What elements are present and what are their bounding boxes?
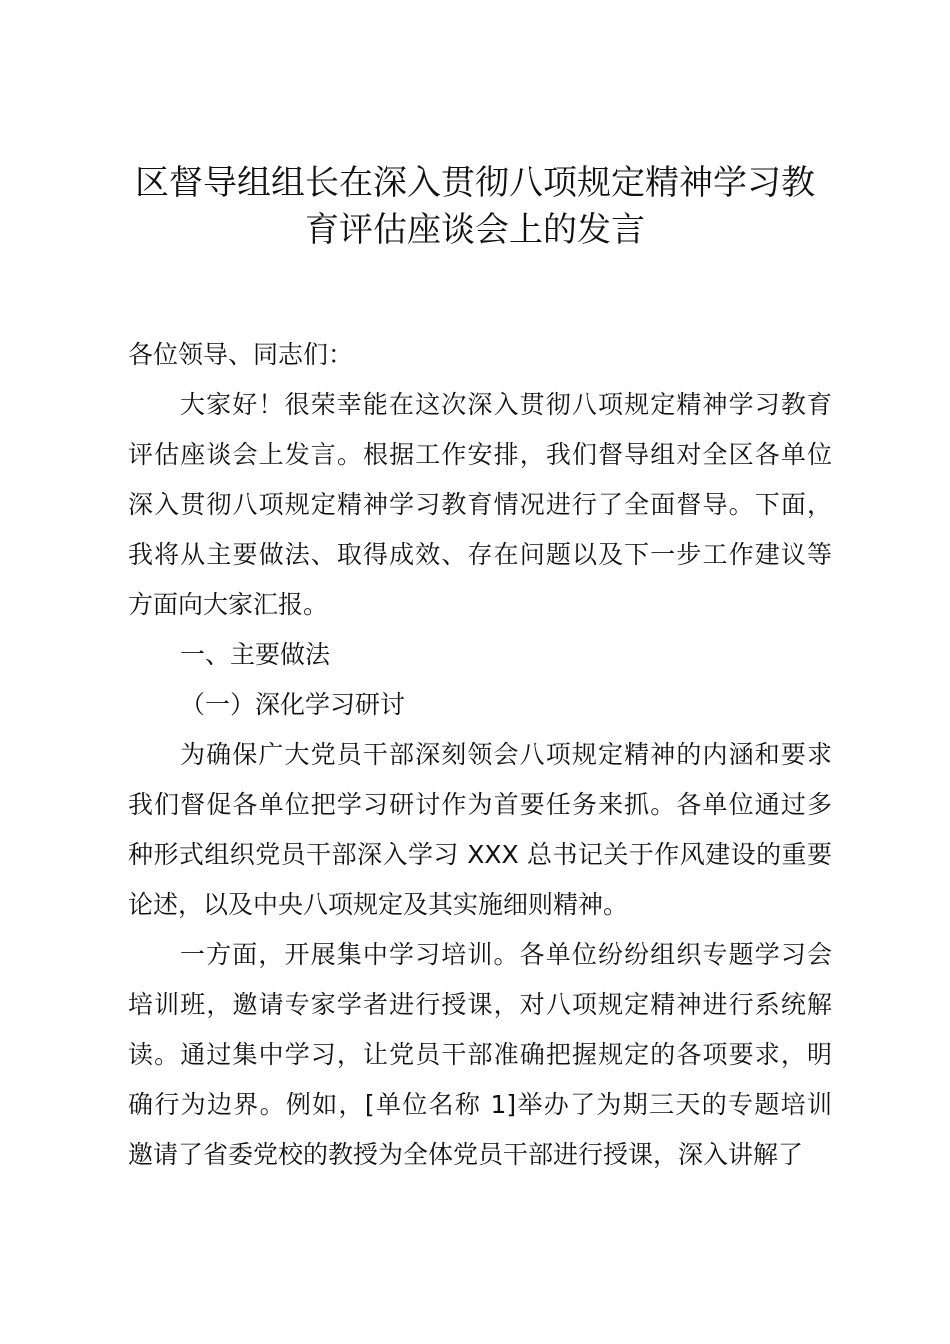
document-title (0, 160, 950, 254)
paragraph (128, 680, 832, 730)
paragraph-line: 评估座谈会上发言。根据工作安排，我们督导组对全区各单位 (128, 440, 832, 469)
paragraph-line: 方面向大家汇报。 (128, 590, 329, 619)
paragraph-line: 种形式组织党员干部深入学习 XXX 总书记关于作风建设的重要 (128, 840, 832, 869)
paragraph (128, 930, 832, 1180)
paragraph-line: 我将从主要做法、取得成效、存在问题以及下一步工作建议等 (128, 540, 832, 569)
document-body (128, 330, 832, 1180)
paragraph (128, 630, 832, 680)
paragraph-line: 论述，以及中央八项规定及其实施细则精神。 (128, 890, 629, 919)
title-line: 育评估座谈会上的发言 (305, 210, 645, 250)
paragraph-line: 培训班，邀请专家学者进行授课，对八项规定精神进行系统解 (128, 990, 832, 1019)
paragraph-line: 我们督促各单位把学习研讨作为首要任务来抓。各单位通过多 (128, 790, 832, 819)
paragraph-line: 深入贯彻八项规定精神学习教育情况进行了全面督导。下面， (128, 490, 832, 519)
paragraph (128, 380, 832, 630)
paragraph-line: 一、主要做法 (180, 640, 331, 669)
paragraph-line: （一）深化学习研讨 (180, 690, 406, 719)
paragraph (128, 730, 832, 930)
paragraph-line: 为确保广大党员干部深刻领会八项规定精神的内涵和要求 (180, 740, 832, 769)
salutation: 各位领导、同志们： (128, 340, 354, 369)
paragraph-line: 读。通过集中学习，让党员干部准确把握规定的各项要求，明 (128, 1040, 832, 1069)
title-line: 区督导组组长在深入贯彻八项规定精神学习教 (135, 163, 815, 203)
paragraph-line: 大家好！很荣幸能在这次深入贯彻八项规定精神学习教育 (180, 390, 832, 419)
paragraph-line: 确行为边界。例如，[单位名称 1]举办了为期三天的专题培训 (128, 1090, 832, 1119)
paragraph-line: 一方面，开展集中学习培训。各单位纷纷组织专题学习会 (180, 940, 832, 969)
paragraph-line: 邀请了省委党校的教授为全体党员干部进行授课，深入讲解了 (128, 1140, 804, 1169)
